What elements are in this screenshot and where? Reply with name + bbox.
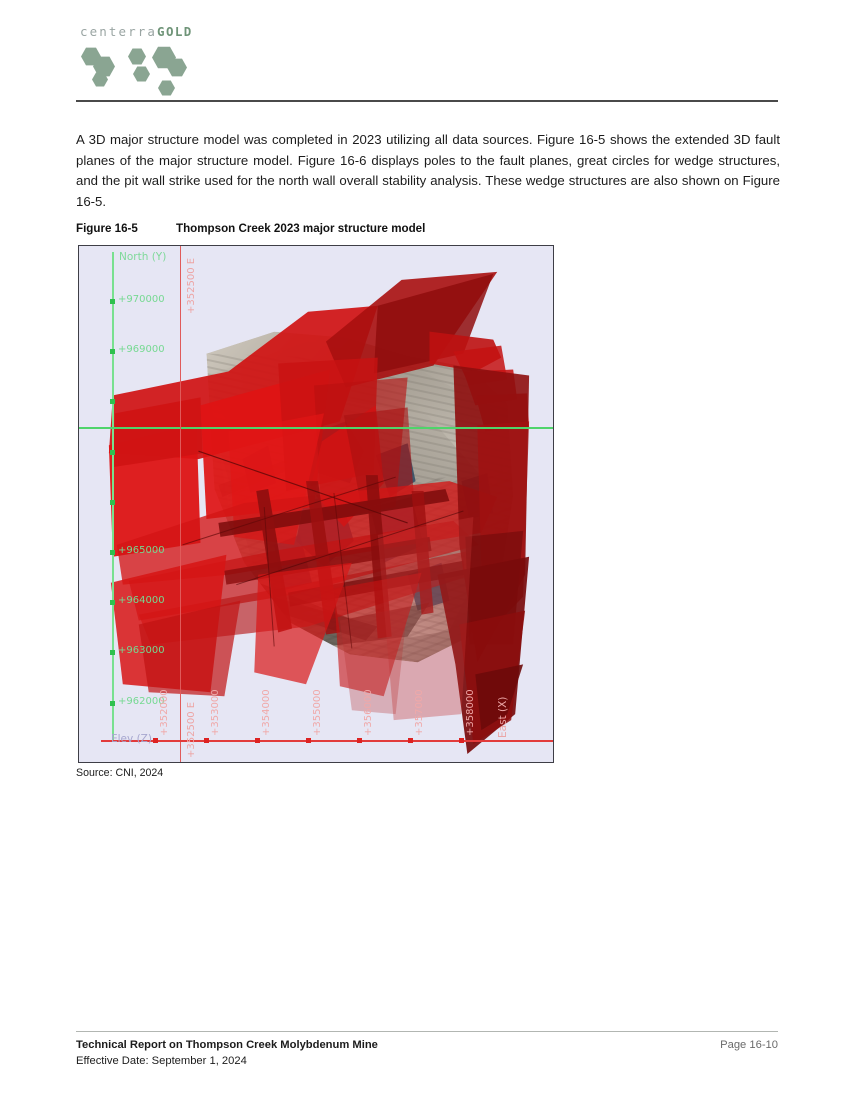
x-tick-label: +356000: [363, 689, 374, 736]
x-tick-label: +357000: [414, 689, 425, 736]
y-tick-label: +964000: [118, 595, 165, 606]
x-tick-mark: [204, 738, 209, 743]
y-tick-label: +969000: [118, 344, 165, 355]
logo-word-centerra: centerra: [80, 24, 158, 39]
y-tick-mark: [110, 550, 115, 555]
x-tick-label: +354000: [261, 689, 272, 736]
3d-structure-model-render: [79, 246, 553, 762]
easting-352500-label: +352500 E: [186, 257, 197, 314]
footer-page-number: Page 16-10: [720, 1039, 778, 1051]
logo-hexagon-icon: [80, 44, 200, 92]
figure-caption: [76, 222, 780, 235]
y-tick-mark: [110, 299, 115, 304]
y-axis-line: [112, 252, 114, 742]
x-axis-title: East (X): [497, 696, 509, 738]
y-tick-label: +965000: [118, 545, 165, 556]
y-tick-mark: [110, 650, 115, 655]
y-tick-mark: [110, 500, 115, 505]
x-tick-label: +352000: [159, 689, 170, 736]
figure-title: Thompson Creek 2023 major structure model: [176, 222, 426, 235]
x-tick-mark: [408, 738, 413, 743]
header-divider: [76, 100, 778, 102]
footer-effective-date: Effective Date: September 1, 2024: [76, 1055, 247, 1067]
figure-source-note: Source: CNI, 2024: [76, 767, 164, 779]
x-tick-mark: [357, 738, 362, 743]
logo-wordmark: [80, 24, 193, 39]
figure-number: Figure 16-5: [76, 222, 138, 235]
x-axis-line: [101, 740, 554, 742]
body-paragraph: A 3D major structure model was completed in 2023 utilizing all data sources. Figure 16-5 shows the extended 3D fault planes of the major structure model. Figure 16-6 displays poles to the fault planes, great circles for wedge structures, and the pit wall strike used for the north wall overall stability analysis. These wedge structures are also shown on Figure 16-5.: [76, 132, 780, 209]
y-tick-label: +970000: [118, 294, 165, 305]
x-tick-mark: [306, 738, 311, 743]
x-tick-label: +358000: [465, 689, 476, 736]
x-tick-mark: [459, 738, 464, 743]
footer-divider: [76, 1031, 778, 1032]
y-tick-mark: [110, 450, 115, 455]
y-tick-label: +962000: [118, 696, 165, 707]
y-tick-mark: [110, 399, 115, 404]
y-tick-mark: [110, 600, 115, 605]
x-tick-label: +353000: [210, 689, 221, 736]
x-tick-mark: [255, 738, 260, 743]
centerra-gold-logo: [80, 22, 310, 98]
y-tick-label: +963000: [118, 645, 165, 656]
x-tick-label: +355000: [312, 689, 323, 736]
x-tick-mark: [153, 738, 158, 743]
easting-352500-line: [180, 246, 181, 763]
y-tick-mark: [110, 701, 115, 706]
figure-16-5-image: [78, 245, 554, 763]
y-tick-mark: [110, 349, 115, 354]
footer-report-title: Technical Report on Thompson Creek Molybdenum Mine: [76, 1039, 378, 1051]
page-header: [76, 22, 778, 102]
y-axis-title: North (Y): [119, 251, 167, 263]
z-axis-title: Elev (Z): [111, 733, 152, 745]
easting-352500-label-bottom: +352500 E: [186, 701, 197, 758]
logo-word-gold: GOLD: [157, 24, 193, 39]
section-line-horizontal: [79, 427, 554, 429]
